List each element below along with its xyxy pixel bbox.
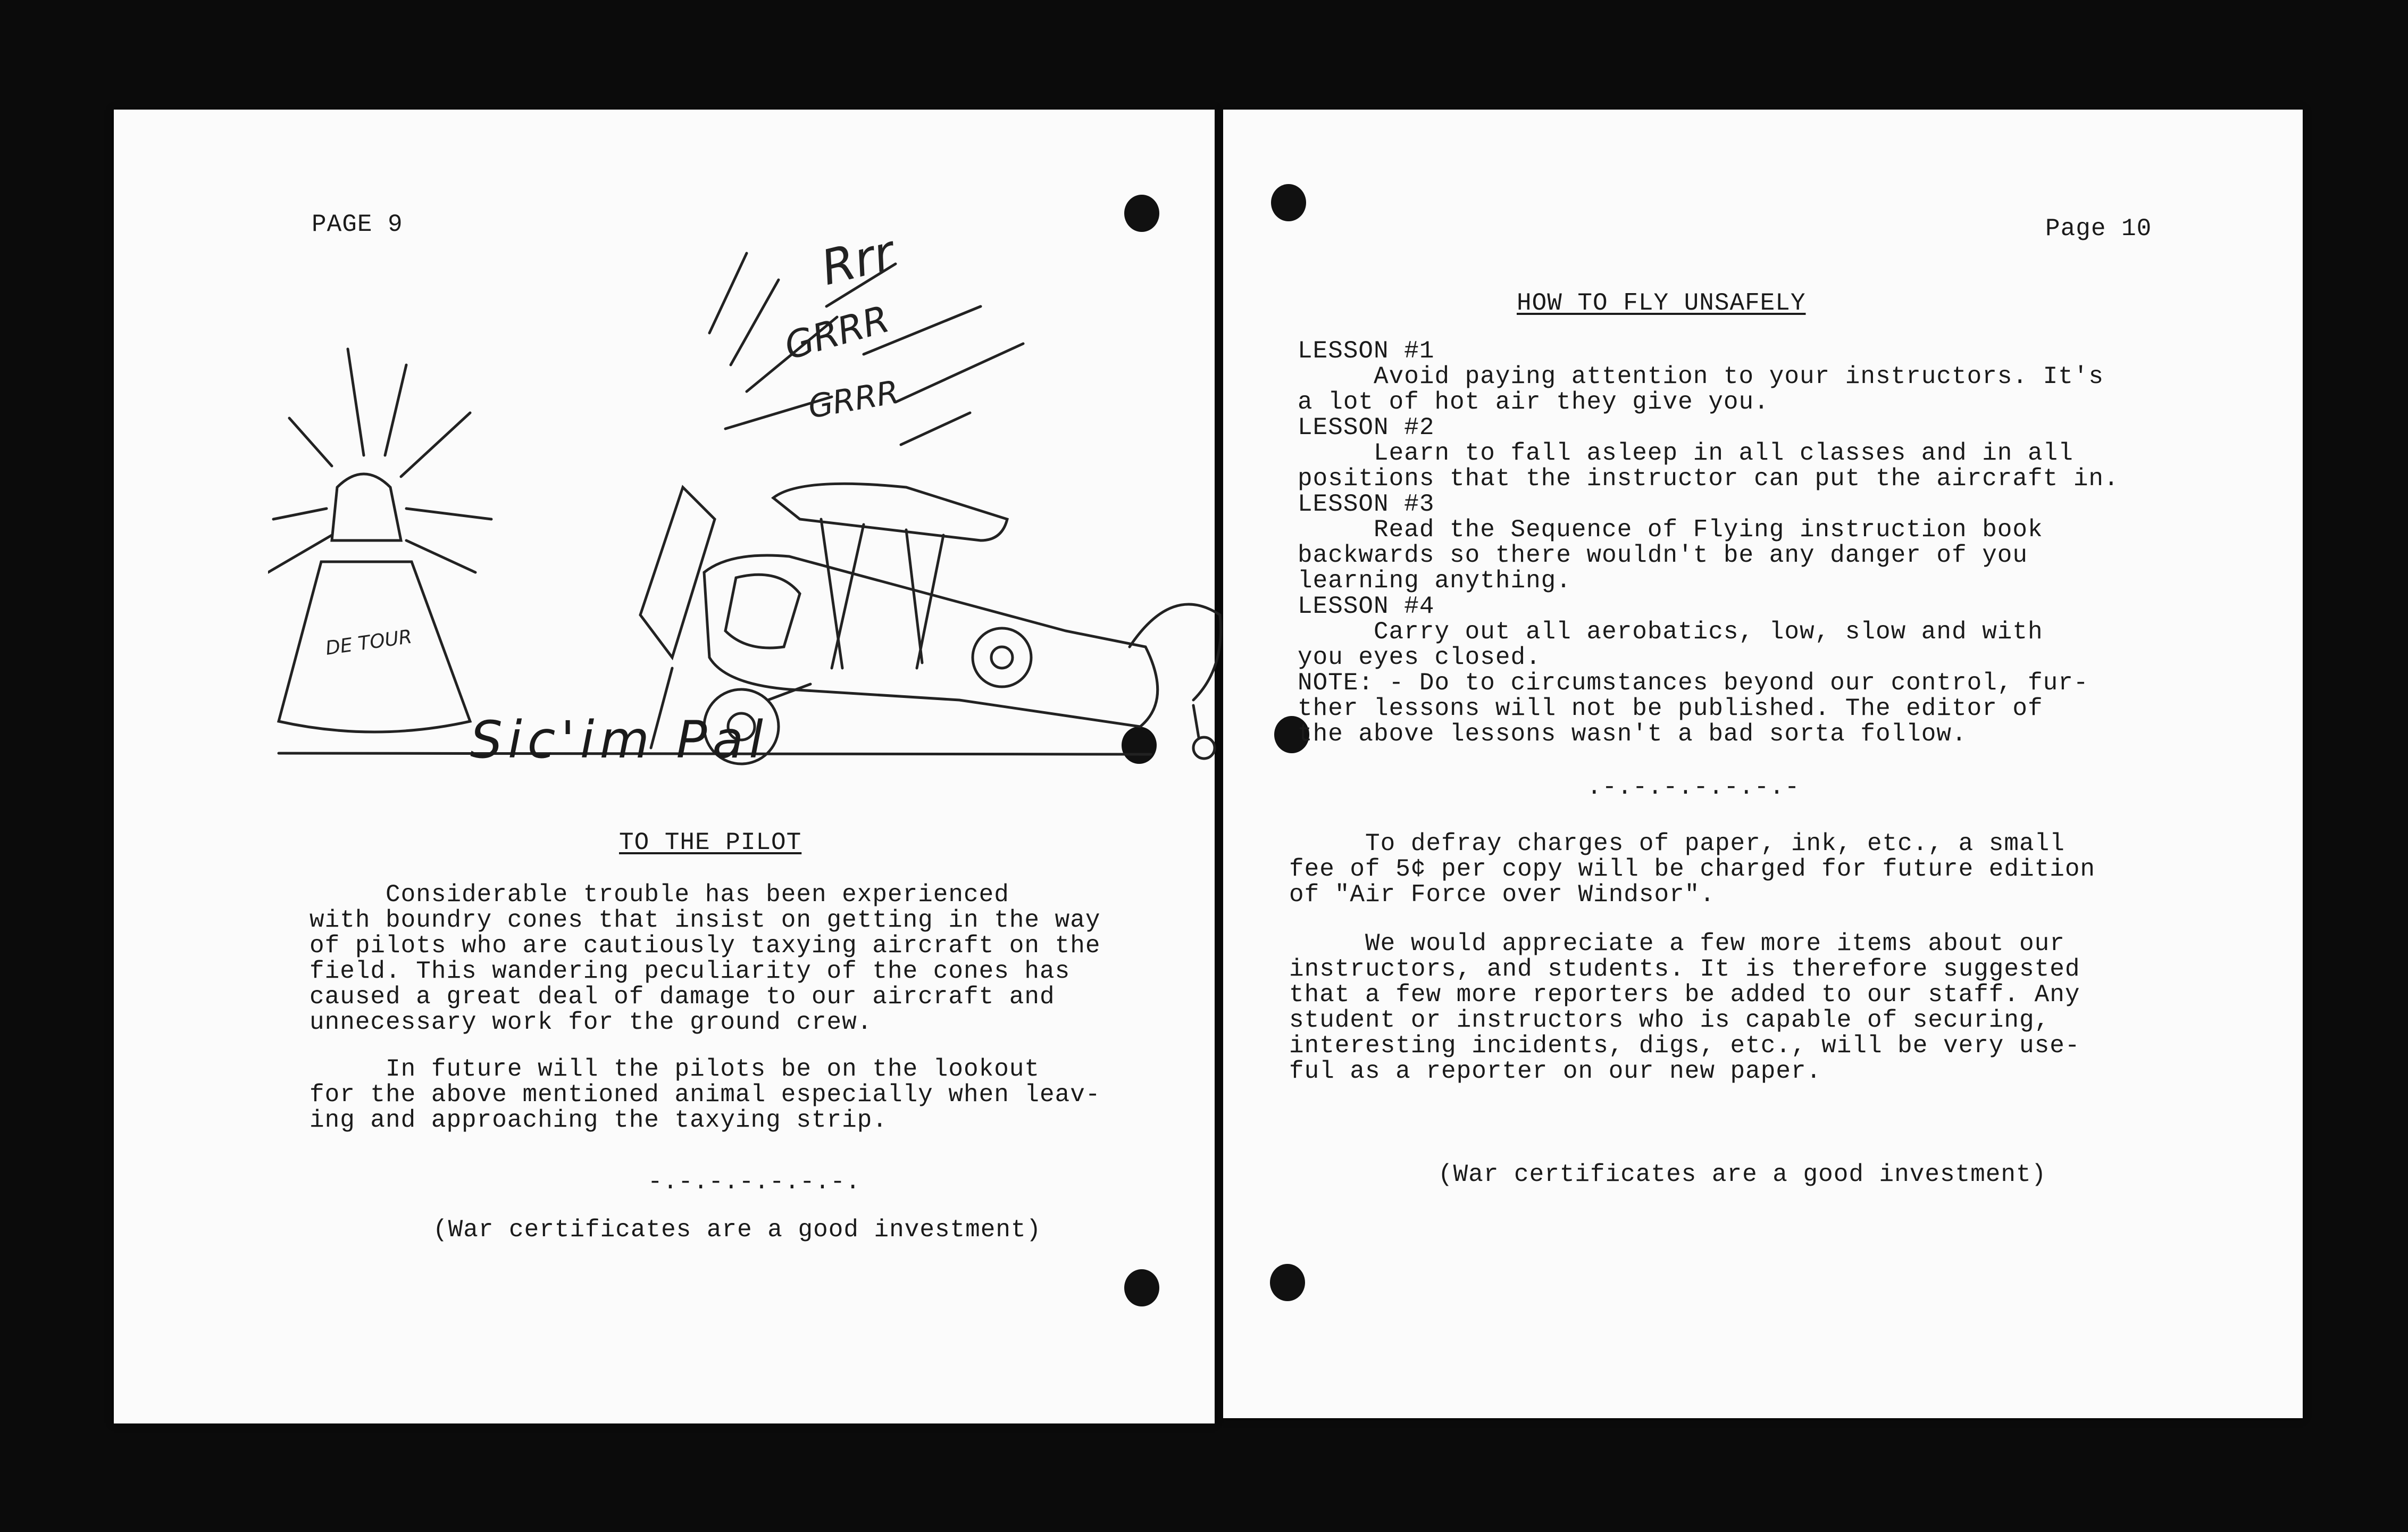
punch-hole — [1271, 184, 1306, 221]
text-line: fee of 5¢ per copy will be charged for future edition — [1289, 855, 2096, 883]
text-line: of pilots who are cautiously taxying aircraft on the — [310, 932, 1101, 960]
text-line: ther lessons will not be published. The editor of — [1298, 695, 2043, 722]
text-line: you eyes closed. — [1298, 644, 1541, 671]
sound-text: GRRR — [780, 297, 894, 369]
text-line: that a few more reporters be added to our staff. Any — [1289, 981, 2080, 1009]
text-line: student or instructors who is capable of securing, — [1289, 1006, 2050, 1034]
page-number: PAGE 9 — [312, 211, 403, 238]
cone-label: DE TOUR — [324, 626, 414, 660]
text-line: positions that the instructor can put the aircraft in. — [1298, 465, 2119, 493]
text-line: caused a great deal of damage to our aircraft and — [310, 983, 1055, 1011]
page-number: Page 10 — [2045, 215, 2152, 243]
text-line: the above lessons wasn't a bad sorta follow. — [1298, 720, 1967, 748]
text-line: Considerable trouble has been experienced — [310, 881, 1009, 909]
text-line: backwards so there wouldn't be any danger of you — [1298, 542, 2028, 569]
text-line: unnecessary work for the ground crew. — [310, 1009, 873, 1036]
text-line: instructors, and students. It is therefore suggested — [1289, 955, 2080, 983]
text-line: Learn to fall asleep in all classes and in all — [1298, 439, 2073, 467]
text-line: In future will the pilots be on the lookout — [310, 1055, 1040, 1083]
drawing-caption: Sic'im Pal — [470, 710, 768, 770]
right-page — [1223, 110, 2303, 1418]
footer-note: (War certificates are a good investment) — [433, 1216, 1042, 1244]
text-line: Carry out all aerobatics, low, slow and with — [1298, 618, 2043, 646]
article-title: TO THE PILOT — [619, 829, 802, 856]
lesson-heading: LESSON #2 — [1298, 414, 1435, 442]
separator: .-.-.-.-.-.-.- — [1587, 773, 1800, 801]
text-line: To defray charges of paper, ink, etc., a small — [1289, 830, 2065, 857]
text-line: of "Air Force over Windsor". — [1289, 881, 1715, 909]
text-line: for the above mentioned animal especially when leav- — [310, 1081, 1101, 1109]
lesson-heading: LESSON #1 — [1298, 337, 1435, 365]
lesson-heading: LESSON #3 — [1298, 490, 1435, 518]
text-line: field. This wandering peculiarity of the cones has — [310, 958, 1071, 985]
text-line: ing and approaching the taxying strip. — [310, 1106, 888, 1134]
sound-text: GRRR — [805, 373, 902, 426]
biplane-illustration — [268, 189, 1278, 775]
punch-hole — [1270, 1264, 1305, 1301]
lesson-heading: LESSON #4 — [1298, 593, 1435, 620]
text-line: ful as a reporter on our new paper. — [1289, 1058, 1822, 1085]
text-line: We would appreciate a few more items about our — [1289, 930, 2065, 958]
text-line: with boundry cones that insist on getting in the way — [310, 906, 1101, 934]
left-page — [114, 110, 1215, 1423]
text-line: NOTE: - Do to circumstances beyond our control, fur- — [1298, 669, 2089, 697]
text-line: Avoid paying attention to your instructors. It's — [1298, 363, 2104, 390]
text-line: learning anything. — [1298, 567, 1571, 595]
separator: -.-.-.-.-.-.-. — [648, 1168, 861, 1196]
sound-text: Rrr — [815, 224, 900, 297]
text-line: Read the Sequence of Flying instruction book — [1298, 516, 2043, 544]
text-line: interesting incidents, digs, etc., will be very use- — [1289, 1032, 2080, 1060]
page-title: HOW TO FLY UNSAFELY — [1517, 289, 1806, 317]
text-line: a lot of hot air they give you. — [1298, 388, 1769, 416]
punch-hole — [1124, 1269, 1159, 1306]
footer-note: (War certificates are a good investment) — [1438, 1161, 2047, 1188]
